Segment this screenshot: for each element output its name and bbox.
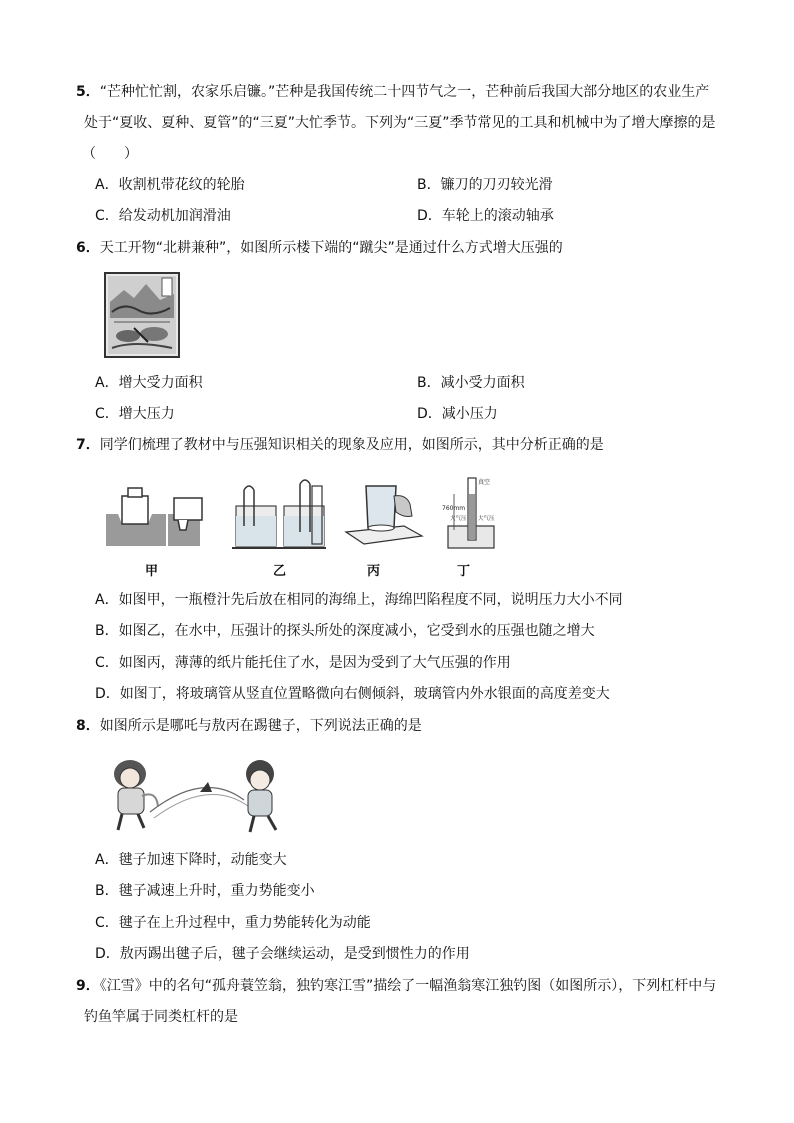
q8-number: 8． — [76, 718, 100, 734]
q9-text-1: 《江雪》中的名句“孤舟蓑笠翁，独钓寒江雪”描绘了一幅渔翁寒江独钓图（如图所示），下列杠杆中与 — [99, 978, 717, 994]
q7-fig-yi — [232, 480, 326, 548]
q6-option-d[interactable]: D．减小压力 — [417, 406, 498, 422]
q7-caption-jia: 甲 — [145, 564, 159, 579]
q9-line1 — [76, 976, 716, 996]
q7-option-d[interactable]: D．如图丁，将玻璃管从竖直位置略微向右侧倾斜，玻璃管内外水银面的高度差变大 — [95, 686, 610, 702]
q5-line1 — [76, 82, 709, 102]
q6-option-b[interactable]: B．减小受力面积 — [417, 375, 525, 391]
q7-figure-strip — [104, 466, 504, 582]
q8-text-1: 如图所示是哪吒与敖丙在踢毽子，下列说法正确的是 — [99, 718, 422, 734]
q8-option-c[interactable]: C．毽子在上升过程中，重力势能转化为动能 — [95, 915, 371, 931]
q7-caption-yi: 乙 — [273, 564, 287, 579]
q7-fig-ding — [442, 478, 495, 548]
q7-label-atm-left: 大气压 — [450, 516, 467, 522]
q7-fig-jia — [106, 488, 202, 546]
q5-line3: （ ） — [82, 146, 138, 162]
q7-line1 — [76, 435, 604, 455]
q7-label-vacuum: 真空 — [478, 479, 491, 486]
q7-caption-ding: 丁 — [457, 564, 471, 579]
q6-text-1: 天工开物“北耕兼种”，如图所示楼下端的“蹴尖”是通过什么方式增大压强的 — [99, 240, 563, 256]
q8-option-b[interactable]: B．毽子减速上升时，重力势能变小 — [95, 883, 315, 899]
q6-option-a[interactable]: A．增大受力面积 — [95, 375, 203, 391]
q7-caption-bing: 丙 — [367, 564, 381, 579]
q5-line2: 处于“夏收、夏种、夏管”的“三夏”大忙季节。下列为“三夏”季节常见的工具和机械中为了增大摩擦的是 — [84, 115, 716, 131]
q7-number: 7． — [76, 437, 100, 453]
q6-woodcut-figure — [104, 272, 180, 358]
q5-option-a[interactable]: A．收割机带花纹的轮胎 — [95, 177, 245, 193]
q6-line1 — [76, 238, 563, 258]
q8-line1 — [76, 716, 422, 736]
q5-number: 5． — [76, 84, 100, 100]
q5-text-1: “芒种忙忙割，农家乐启镰。”芒种是我国传统二十四节气之一，芒种前后我国大部分地区的农业生产 — [99, 84, 710, 100]
q7-text-1: 同学们梳理了教材中与压强知识相关的现象及应用，如图所示，其中分析正确的是 — [99, 437, 604, 453]
q9-number: 9． — [76, 978, 100, 994]
q5-option-b[interactable]: B．镰刀的刀刃较光滑 — [417, 177, 553, 193]
q7-fig-bing — [346, 486, 422, 544]
q7-label-atm-right: 大气压 — [478, 516, 495, 522]
q9-line2: 钓鱼竿属于同类杠杆的是 — [84, 1009, 238, 1025]
q7-option-c[interactable]: C．如图丙，薄薄的纸片能托住了水，是因为受到了大气压强的作用 — [95, 655, 511, 671]
q7-option-a[interactable]: A．如图甲，一瓶橙汁先后放在相同的海绵上，海绵凹陷程度不同，说明压力大小不同 — [95, 592, 623, 608]
q5-option-d[interactable]: D．车轮上的滚动轴承 — [417, 208, 554, 224]
q8-shuttlecock-figure — [104, 752, 290, 836]
q5-option-c[interactable]: C．给发动机加润滑油 — [95, 208, 231, 224]
q8-option-a[interactable]: A．毽子加速下降时，动能变大 — [95, 852, 287, 868]
q7-label-760mm: 760mm — [442, 505, 466, 512]
q6-option-c[interactable]: C．增大压力 — [95, 406, 175, 422]
q7-option-b[interactable]: B．如图乙，在水中，压强计的探头所处的深度减小，它受到水的压强也随之增大 — [95, 623, 595, 639]
q6-number: 6． — [76, 240, 100, 256]
q8-option-d[interactable]: D．敖丙踢出毽子后，毽子会继续运动，是受到惯性力的作用 — [95, 946, 470, 962]
